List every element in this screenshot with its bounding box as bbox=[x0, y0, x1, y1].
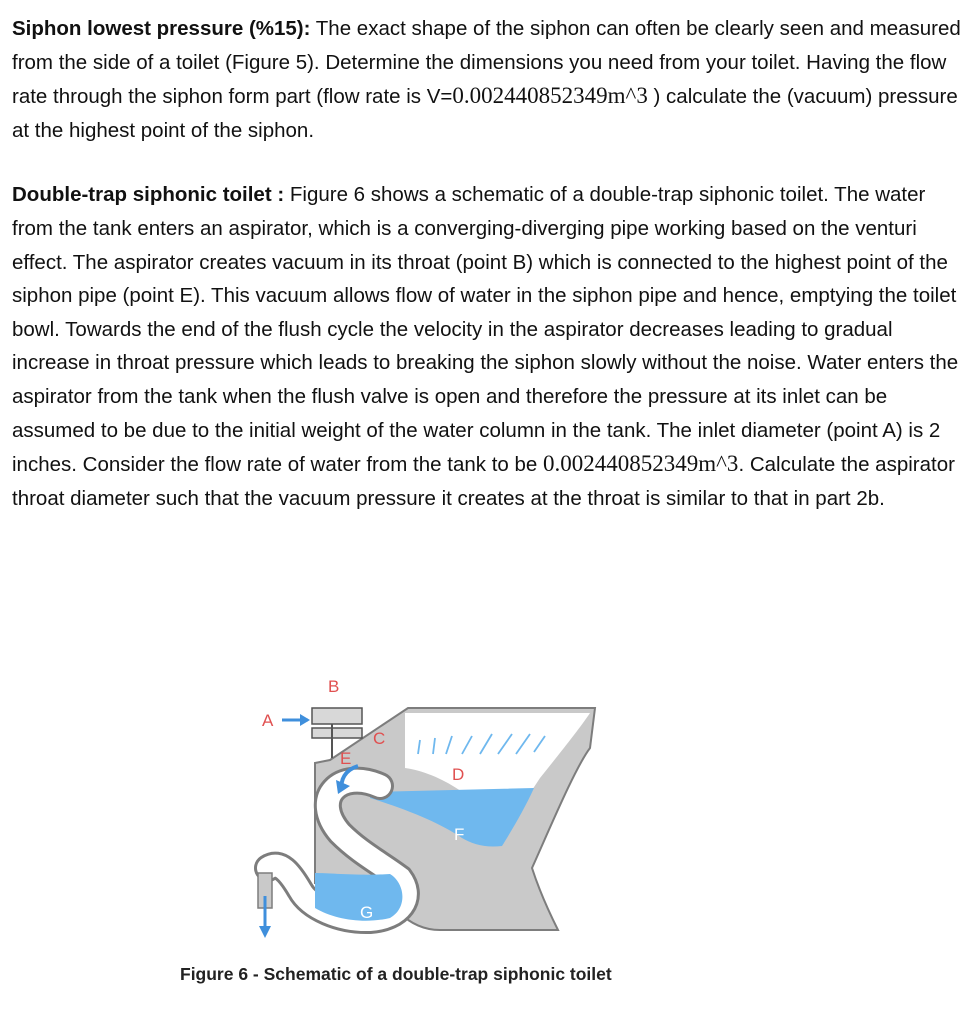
trap-water bbox=[315, 873, 402, 921]
flow-rate-value: 0.002440852349m^3 bbox=[452, 83, 648, 109]
heading-siphon-lowest-pressure: Siphon lowest pressure (%15): bbox=[12, 17, 311, 40]
paragraph-text: . Calculate the aspirator throat diameter such that the vacuum pressure it creates at the throat is similar to that in part 2b. bbox=[12, 453, 955, 510]
label-d: D bbox=[452, 765, 465, 784]
paragraph-text: The exact shape of the siphon can often be clearly seen and measured from the side of a toilet (Figure 5). Determine the dimensions you need from your toilet. Having the flow rate through the siphon form part (flow rate is V= bbox=[12, 17, 961, 109]
aspirator-lower bbox=[312, 728, 362, 738]
paragraph-double-trap-toilet bbox=[12, 178, 962, 515]
label-g: G bbox=[360, 903, 374, 922]
flow-rate-value: 0.002440852349m^3 bbox=[543, 451, 739, 477]
paragraph-text: Figure 6 shows a schematic of a double-trap siphonic toilet. The water from the tank enters an aspirator, which is a converging-diverging pipe working based on the venturi effect. The aspirator creates vacuum in its throat (point B) which is connected to the highest point of the siphon pipe (point E). This vacuum allows flow of water in the siphon pipe and hence, emptying the toilet bowl. Towards the end of the flush cycle the velocity in the aspirator decreases leading to gradual increase in throat pressure which leads to breaking the siphon slowly without the noise. Water enters the aspirator from the tank when the flush valve is open and therefore the pressure at its inlet can be assumed to be due to the initial weight of the water column in the tank. The inlet diameter (point A) is 2 inches. Consider the flow rate of water from the tank to be bbox=[12, 183, 959, 477]
paragraph-text: ) calculate the (vacuum) pressure at the highest point of the siphon. bbox=[12, 85, 958, 142]
label-b: B bbox=[328, 677, 340, 696]
label-a: A bbox=[262, 711, 274, 730]
paragraph-siphon-lowest-pressure bbox=[12, 12, 962, 147]
toilet-schematic-diagram bbox=[240, 668, 620, 948]
label-f: F bbox=[454, 825, 465, 844]
inlet-arrow-head bbox=[300, 714, 310, 726]
heading-double-trap-toilet: Double-trap siphonic toilet : bbox=[12, 183, 285, 207]
label-c: C bbox=[373, 729, 386, 748]
label-e: E bbox=[340, 749, 352, 768]
toilet-schematic-figure bbox=[240, 668, 620, 948]
document-body bbox=[12, 12, 962, 515]
figure-caption: Figure 6 - Schematic of a double-trap siphonic toilet bbox=[180, 964, 612, 984]
aspirator bbox=[312, 708, 362, 724]
outlet-arrow-head bbox=[259, 926, 271, 938]
